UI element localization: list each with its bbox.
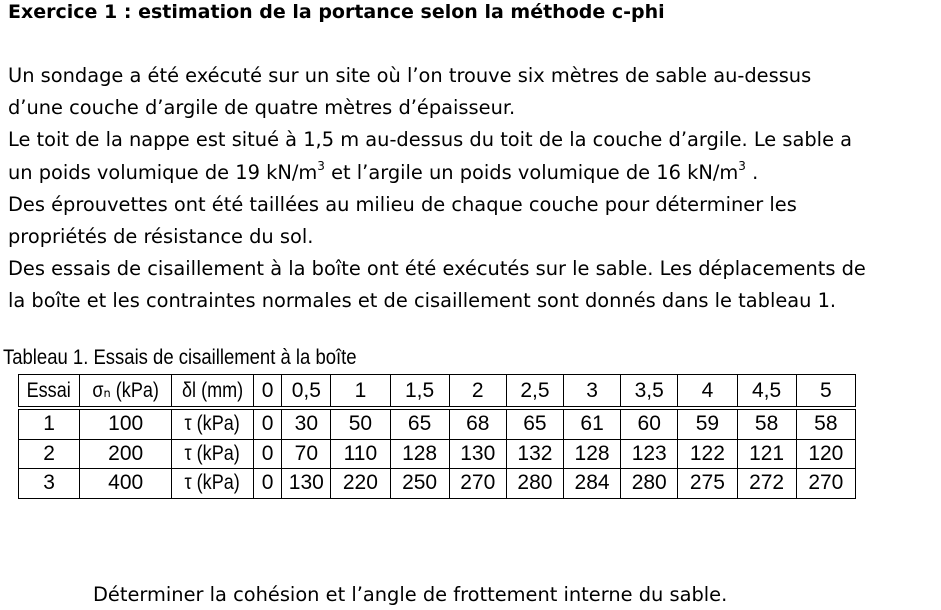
- table-cell: 220: [331, 469, 390, 499]
- table-cell: 30: [282, 408, 331, 439]
- table-cell: 0: [253, 439, 282, 469]
- table-cell: 280: [506, 469, 563, 499]
- header-cell: 1: [331, 375, 390, 409]
- header-cell: 0: [253, 375, 282, 409]
- superscript: 3: [738, 159, 746, 174]
- header-cell: 4: [678, 375, 737, 409]
- table-cell: 280: [621, 469, 678, 499]
- header-cell: 0,5: [282, 375, 331, 409]
- table-cell: 270: [796, 469, 855, 499]
- table-cell: τ (kPa): [172, 408, 254, 439]
- table-cell: 122: [678, 439, 737, 469]
- table-row: [19, 469, 856, 499]
- statement-line: d’une couche d’argile de quatre mètres d’épaisseur.: [8, 96, 516, 120]
- statement-line: Un sondage a été exécuté sur un site où l’on trouve six mètres de sable au-dessus: [8, 64, 812, 87]
- table-cell: 130: [282, 469, 331, 499]
- table-cell: 60: [621, 408, 678, 439]
- table-cell: 121: [737, 439, 796, 469]
- header-cell: 2,5: [506, 375, 563, 409]
- header-cell: σₙ (kPa): [80, 375, 172, 409]
- table-cell: τ (kPa): [172, 439, 254, 469]
- table-cell: 123: [621, 439, 678, 469]
- table-cell: 65: [506, 408, 563, 439]
- shear-test-table: [18, 374, 856, 499]
- table-row: [19, 439, 856, 469]
- table-cell: 128: [390, 439, 449, 469]
- table-cell: 100: [80, 408, 172, 439]
- table-cell: 61: [564, 408, 621, 439]
- statement-line: Des éprouvettes ont été taillées au milieu de chaque couche pour déterminer les: [8, 192, 797, 216]
- table-cell: 272: [737, 469, 796, 499]
- question-text: Déterminer la cohésion et l’angle de frottement interne du sable.: [93, 583, 728, 606]
- table-cell: 284: [564, 469, 621, 499]
- header-cell: 1,5: [390, 375, 449, 409]
- table-cell: 3: [19, 469, 80, 499]
- problem-statement: [8, 60, 941, 318]
- statement-line: Des essais de cisaillement à la boîte ont été exécutés sur le sable. Les déplacements de: [8, 257, 866, 281]
- table-cell: 1: [19, 408, 80, 439]
- table-cell: 2: [19, 439, 80, 469]
- table-header-row: [19, 375, 856, 409]
- table-cell: 70: [282, 439, 331, 469]
- table-cell: 0: [253, 469, 282, 499]
- table-cell: τ (kPa): [172, 469, 254, 499]
- table-cell: 270: [449, 469, 506, 499]
- statement-line: Le toit de la nappe est situé à 1,5 m au-dessus du toit de la couche d’argile. Le sable a: [8, 128, 853, 152]
- statement-line: propriétés de résistance du sol.: [8, 225, 314, 249]
- table-cell: 400: [80, 469, 172, 499]
- table-cell: 65: [390, 408, 449, 439]
- table-cell: 130: [449, 439, 506, 469]
- table-cell: 50: [331, 408, 390, 439]
- table-cell: 0: [253, 408, 282, 439]
- header-cell: 5: [796, 375, 855, 409]
- table-caption: Tableau 1. Essais de cisaillement à la boîte: [3, 345, 357, 369]
- table-cell: 59: [678, 408, 737, 439]
- header-cell: 2: [449, 375, 506, 409]
- statement-text: et l’argile un poids volumique de 16 kN/m: [324, 160, 739, 184]
- table-cell: 58: [796, 408, 855, 439]
- table-cell: 132: [506, 439, 563, 469]
- table-cell: 250: [390, 469, 449, 499]
- exercise-title: Exercice 1 : estimation de la portance selon la méthode c-phi: [8, 1, 665, 23]
- header-cell: 3,5: [621, 375, 678, 409]
- table-row: [19, 408, 856, 439]
- statement-text: .: [745, 160, 759, 184]
- table-cell: 275: [678, 469, 737, 499]
- header-cell: δl (mm): [172, 375, 254, 409]
- table-cell: 128: [564, 439, 621, 469]
- table-cell: 200: [80, 439, 172, 469]
- table-cell: 110: [331, 439, 390, 469]
- table-cell: 68: [449, 408, 506, 439]
- header-cell: 3: [564, 375, 621, 409]
- statement-line: [8, 157, 941, 189]
- header-cell: 4,5: [737, 375, 796, 409]
- statement-line: la boîte et les contraintes normales et de cisaillement sont donnés dans le tableau 1.: [8, 289, 837, 313]
- table-cell: 120: [796, 439, 855, 469]
- table-cell: 58: [737, 408, 796, 439]
- header-cell: Essai: [19, 375, 80, 409]
- statement-text: un poids volumique de 19 kN/m: [8, 160, 318, 184]
- superscript: 3: [317, 159, 325, 174]
